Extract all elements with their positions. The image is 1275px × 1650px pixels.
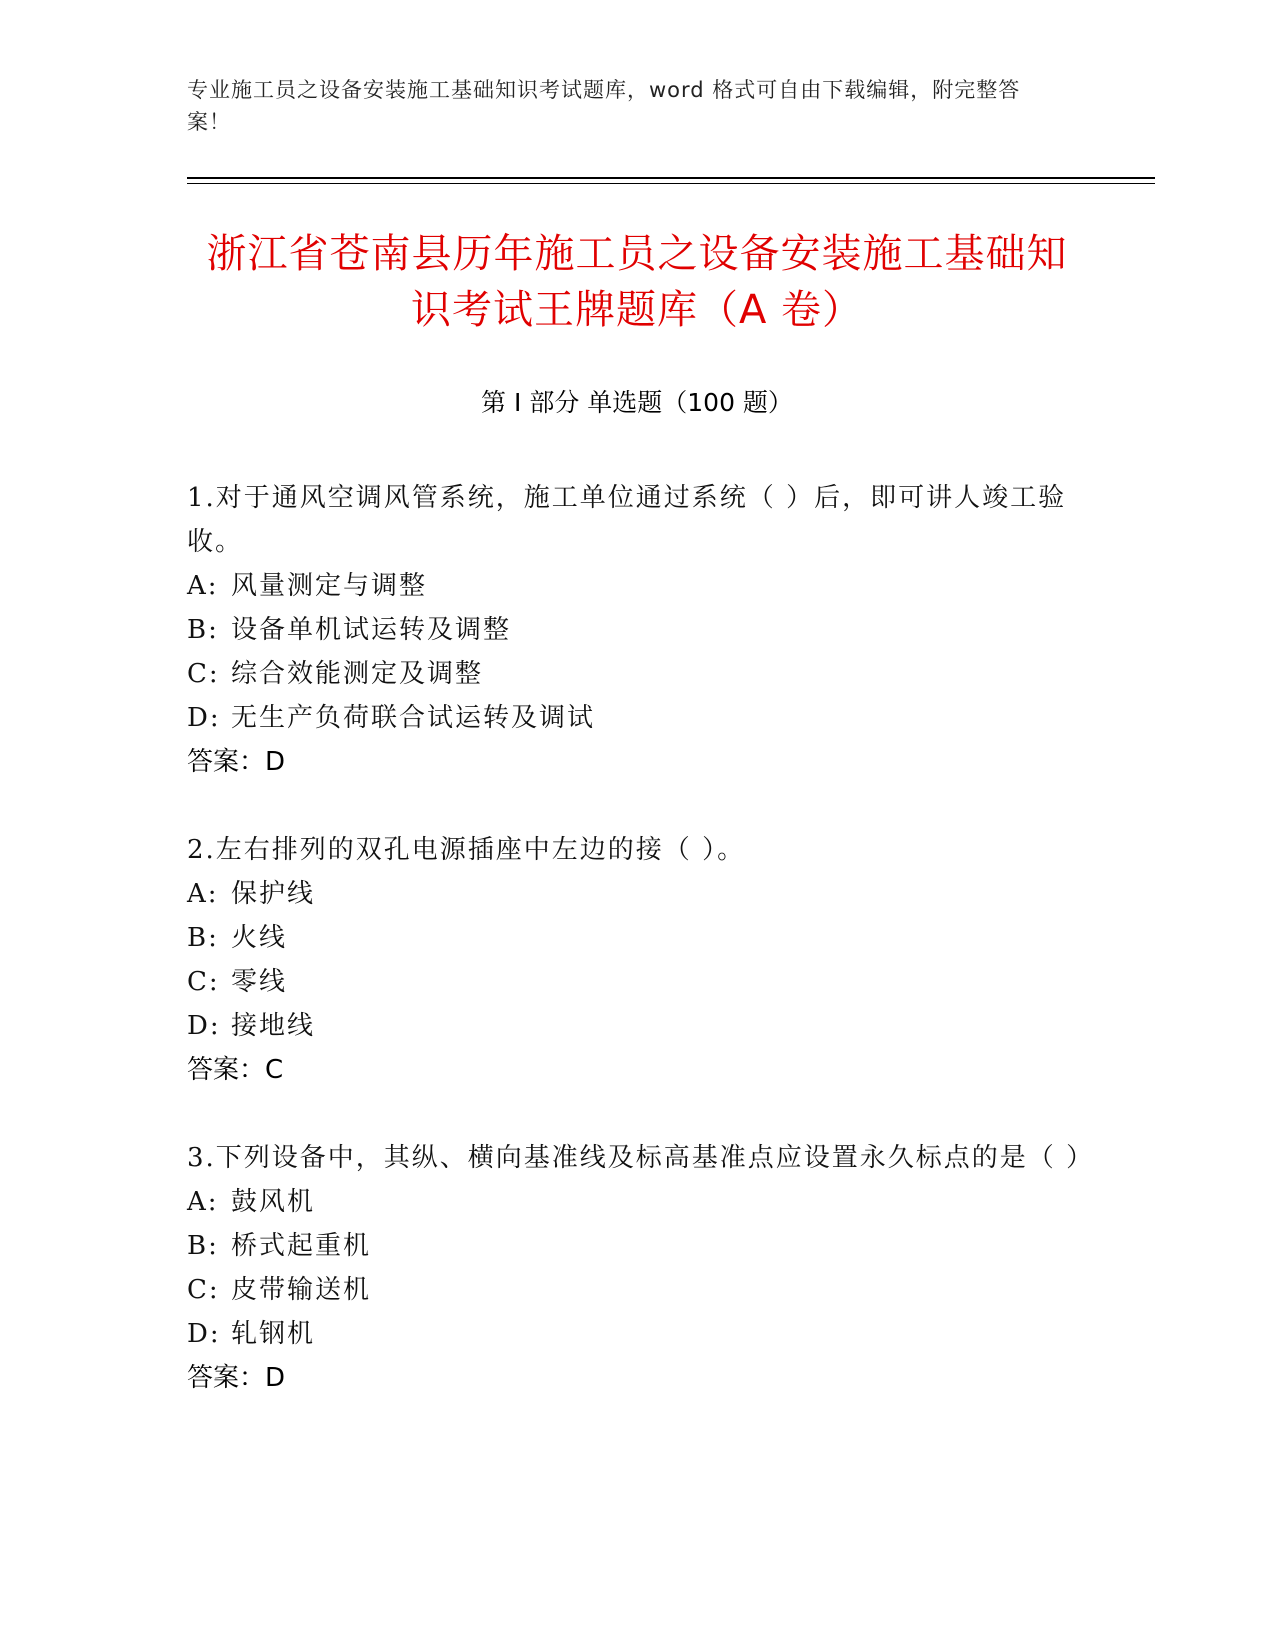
- option-text: 桥式起重机: [231, 1231, 372, 1261]
- option-text: 鼓风机: [231, 1187, 316, 1217]
- question-stem: 2.左右排列的双孔电源插座中左边的接（ ）。: [187, 835, 746, 865]
- option-text: 设备单机试运转及调整: [231, 615, 512, 645]
- option-text: 接地线: [231, 1011, 316, 1041]
- option-text: 零线: [231, 967, 288, 997]
- option-text: 综合效能测定及调整: [231, 659, 484, 689]
- option-text: 皮带输送机: [231, 1275, 372, 1305]
- option-d: [187, 1312, 1087, 1356]
- option-letter: C:: [187, 967, 220, 997]
- question-list: [187, 476, 1095, 1444]
- option-b: [187, 1224, 1087, 1268]
- question-1: [187, 476, 1087, 784]
- option-b: [187, 916, 1087, 960]
- answer-line: 答案：D: [187, 747, 286, 777]
- option-letter: A:: [187, 879, 219, 909]
- header-divider-thick: [187, 177, 1155, 179]
- option-letter: C:: [187, 1275, 220, 1305]
- option-letter: A:: [187, 1187, 219, 1217]
- option-c: [187, 652, 1087, 696]
- option-d: [187, 696, 1087, 740]
- option-a: [187, 564, 1087, 608]
- question-stem: 1.对于通风空调风管系统，施工单位通过系统（ ）后，即可讲人竣工验收。: [187, 483, 1067, 557]
- document-title: 浙江省苍南县历年施工员之设备安装施工基础知识考试王牌题库（A 卷）: [206, 231, 1068, 333]
- option-letter: B:: [187, 1231, 219, 1261]
- option-b: [187, 608, 1087, 652]
- section-heading: 第 I 部分 单选题（100 题）: [481, 388, 793, 417]
- option-a: [187, 872, 1087, 916]
- question-2: [187, 828, 1087, 1092]
- option-letter: D:: [187, 703, 221, 733]
- option-c: [187, 960, 1087, 1004]
- question-3: [187, 1136, 1095, 1400]
- option-text: 保护线: [231, 879, 316, 909]
- option-text: 火线: [231, 923, 288, 953]
- option-text: 轧钢机: [231, 1319, 316, 1349]
- header-divider-thin: [187, 183, 1155, 184]
- question-stem: 3.下列设备中，其纵、横向基准线及标高基准点应设置永久标点的是（ ）: [187, 1143, 1095, 1173]
- option-a: [187, 1180, 1087, 1224]
- option-letter: B:: [187, 923, 219, 953]
- option-c: [187, 1268, 1087, 1312]
- answer-line: 答案：C: [187, 1055, 284, 1085]
- header-note: 专业施工员之设备安装施工基础知识考试题库，word 格式可自由下载编辑，附完整答案！: [187, 78, 1021, 134]
- option-letter: A:: [187, 571, 219, 601]
- option-d: [187, 1004, 1087, 1048]
- option-letter: B:: [187, 615, 219, 645]
- option-text: 无生产负荷联合试运转及调试: [231, 703, 596, 733]
- answer-line: 答案：D: [187, 1363, 286, 1393]
- option-letter: C:: [187, 659, 220, 689]
- option-letter: D:: [187, 1319, 221, 1349]
- option-text: 风量测定与调整: [231, 571, 428, 601]
- option-letter: D:: [187, 1011, 221, 1041]
